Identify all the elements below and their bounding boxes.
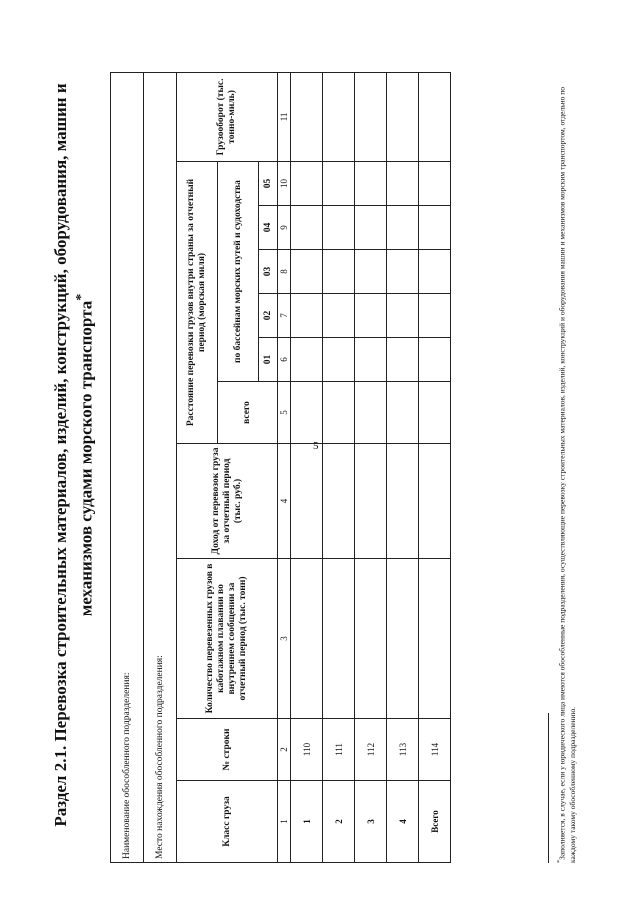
empty-cell[interactable] (419, 444, 451, 559)
empty-cell[interactable] (387, 72, 419, 161)
info-row (144, 72, 177, 862)
empty-cell[interactable] (291, 206, 323, 250)
column-number: 2 (278, 719, 291, 781)
cargo-class-cell: 2 (323, 781, 355, 863)
header-basin: 03 (259, 250, 278, 294)
header-total: всего (218, 382, 278, 444)
empty-cell[interactable] (323, 206, 355, 250)
empty-cell[interactable] (355, 72, 387, 161)
header-row-no: № строки (177, 719, 278, 781)
subdivision-location-field[interactable]: Место нахождения обособленного подразделения: (144, 72, 177, 862)
empty-cell[interactable] (387, 338, 419, 382)
row-number-cell: 111 (323, 719, 355, 781)
info-row (111, 72, 144, 862)
report-table (110, 72, 451, 863)
cargo-class-cell: 3 (355, 781, 387, 863)
empty-cell[interactable] (419, 250, 451, 294)
empty-cell[interactable] (291, 338, 323, 382)
column-number-row (278, 72, 291, 862)
empty-cell[interactable] (419, 382, 451, 444)
report-table-wrap (110, 73, 451, 863)
header-basin: 02 (259, 294, 278, 338)
empty-cell[interactable] (355, 294, 387, 338)
cargo-class-cell: 1 (291, 781, 323, 863)
empty-cell[interactable] (323, 294, 355, 338)
empty-cell[interactable] (419, 162, 451, 206)
footnote (555, 63, 578, 863)
header-cargo-class: Класс груза (177, 781, 278, 863)
footnote-text: Заполняется, в случае, если у юридического лица имеются обособленные подразделения, осуществляющие перевозку строительных материалов, изделий, конструкций и оборудования машин и механизмов морским транспортом, отдельно по каждому такому обособленному подразделению. (557, 86, 577, 863)
column-number: 3 (278, 559, 291, 719)
empty-cell[interactable] (419, 72, 451, 161)
header-basin: 01 (259, 338, 278, 382)
header-basin: 05 (259, 162, 278, 206)
header-by-basins: по бассейнам морских путей и судоходства (218, 162, 259, 382)
empty-cell[interactable] (323, 444, 355, 559)
empty-cell[interactable] (291, 444, 323, 559)
header-distance-group: Расстояние перевозки грузов внутри страны за отчетный период (морская миля) (177, 162, 218, 444)
empty-cell[interactable] (323, 72, 355, 161)
empty-cell[interactable] (355, 206, 387, 250)
empty-cell[interactable] (355, 250, 387, 294)
empty-cell[interactable] (387, 162, 419, 206)
section-title (50, 75, 97, 835)
page-number: 5 (313, 440, 319, 452)
header-basin: 04 (259, 206, 278, 250)
footnote-divider (548, 713, 549, 863)
subdivision-name-field[interactable]: Наименование обособленного подразделения: (111, 72, 144, 862)
empty-cell[interactable] (387, 206, 419, 250)
empty-cell[interactable] (291, 559, 323, 719)
empty-cell[interactable] (419, 559, 451, 719)
empty-cell[interactable] (323, 250, 355, 294)
empty-cell[interactable] (323, 162, 355, 206)
column-number: 9 (278, 206, 291, 250)
row-number-cell: 112 (355, 719, 387, 781)
row-number-cell: 114 (419, 719, 451, 781)
header-income: Доход от перевозок груза за отчетный период (тыс. руб.) (177, 444, 278, 559)
column-number: 11 (278, 72, 291, 161)
empty-cell[interactable] (323, 382, 355, 444)
empty-cell[interactable] (291, 382, 323, 444)
empty-cell[interactable] (291, 72, 323, 161)
empty-cell[interactable] (355, 382, 387, 444)
empty-cell[interactable] (291, 162, 323, 206)
column-number: 6 (278, 338, 291, 382)
empty-cell[interactable] (355, 338, 387, 382)
empty-cell[interactable] (355, 444, 387, 559)
column-number: 10 (278, 162, 291, 206)
header-turnover: Грузооборот (тыс. тонно-миль) (177, 72, 278, 161)
table-row (419, 72, 451, 862)
empty-cell[interactable] (355, 162, 387, 206)
table-row (291, 72, 323, 862)
empty-cell[interactable] (355, 559, 387, 719)
header-quantity: Количество перевезенных грузов в каботажном плавании во внутреннем сообщении за отчетный период (тыс. тонн) (177, 559, 278, 719)
row-number-cell: 110 (291, 719, 323, 781)
column-number: 8 (278, 250, 291, 294)
empty-cell[interactable] (323, 559, 355, 719)
empty-cell[interactable] (387, 250, 419, 294)
column-number: 7 (278, 294, 291, 338)
header-row (177, 72, 218, 862)
empty-cell[interactable] (419, 338, 451, 382)
row-number-cell: 113 (387, 719, 419, 781)
table-row (387, 72, 419, 862)
section-title-text: Раздел 2.1. Перевозка строительных материалов, изделий, конструкций, оборудования, машин и механизмов судами морского транспорта (51, 83, 96, 827)
empty-cell[interactable] (323, 338, 355, 382)
column-number: 5 (278, 382, 291, 444)
empty-cell[interactable] (419, 206, 451, 250)
column-number: 1 (278, 781, 291, 863)
empty-cell[interactable] (291, 294, 323, 338)
table-row (323, 72, 355, 862)
empty-cell[interactable] (387, 559, 419, 719)
empty-cell[interactable] (387, 294, 419, 338)
empty-cell[interactable] (387, 382, 419, 444)
footnote-marker: * (556, 859, 563, 863)
cargo-class-cell: 4 (387, 781, 419, 863)
empty-cell[interactable] (419, 294, 451, 338)
table-row (355, 72, 387, 862)
cargo-class-cell: Всего (419, 781, 451, 863)
empty-cell[interactable] (291, 250, 323, 294)
empty-cell[interactable] (387, 444, 419, 559)
footnote-marker: * (73, 293, 89, 301)
column-number: 4 (278, 444, 291, 559)
